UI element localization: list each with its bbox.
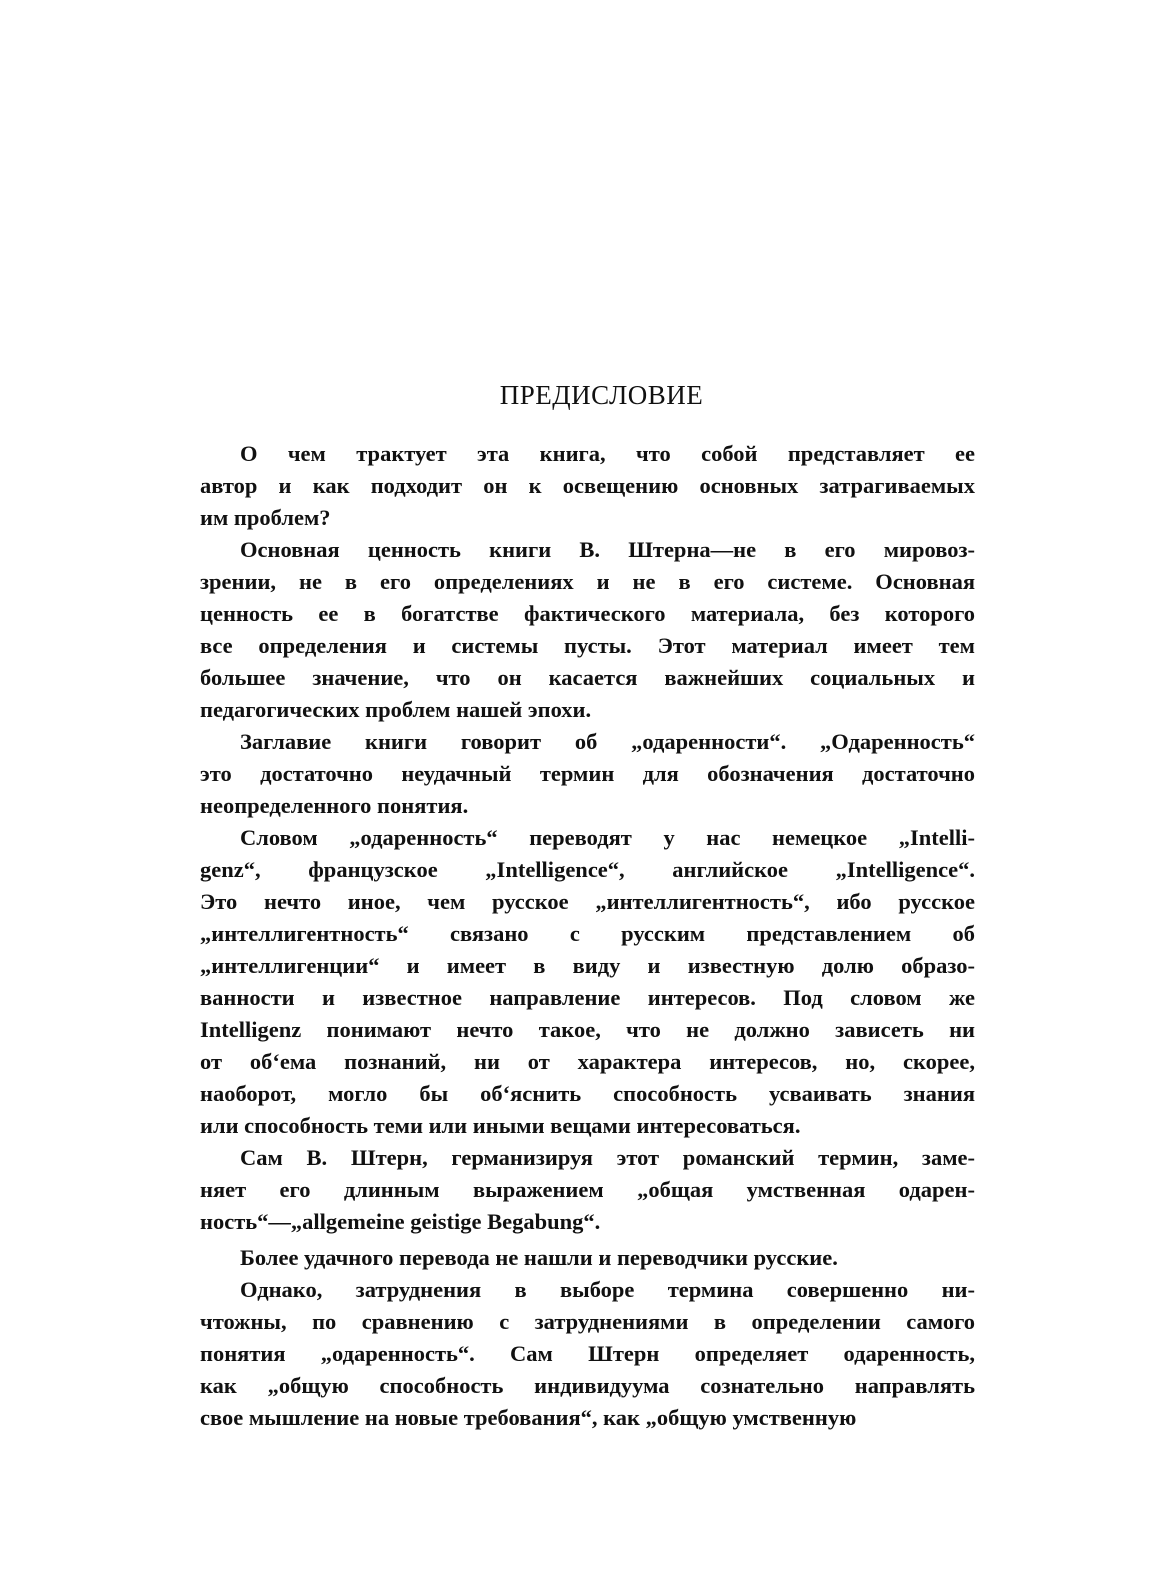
paragraph bbox=[200, 1142, 975, 1238]
text-line: как „общую способность индивидуума сознательно направлять bbox=[200, 1373, 975, 1398]
text-line: от об‘ема познаний, ни от характера интересов, но, скорее, bbox=[200, 1049, 975, 1074]
text-line: ность“—„allgemeine geistige Begabung“. bbox=[200, 1209, 601, 1234]
text-line: Intelligenz понимают нечто такое, что не должно зависеть ни bbox=[200, 1017, 975, 1042]
text-line: „интеллигенции“ и имеет в виду и известную долю образо- bbox=[200, 953, 975, 978]
text-line: зрении, не в его определениях и не в его системе. Основная bbox=[200, 569, 975, 594]
text-line: большее значение, что он касается важнейших социальных и bbox=[200, 665, 975, 690]
text-line: Словом „одаренность“ переводят у нас немецкое „Intelli- bbox=[240, 825, 975, 850]
text-line: педагогических проблем нашей эпохи. bbox=[200, 697, 592, 722]
text-line: Заглавие книги говорит об „одаренности“. „Одаренность“ bbox=[240, 729, 975, 754]
text-line: чтожны, по сравнению с затруднениями в определении самого bbox=[200, 1309, 975, 1334]
paragraph bbox=[200, 822, 975, 1142]
text-line: genz“, французское „Intelligence“, английское „Intelligence“. bbox=[200, 857, 975, 882]
paragraph bbox=[200, 534, 975, 726]
text-line: автор и как подходит он к освещению основных затрагиваемых bbox=[200, 473, 975, 498]
body-text bbox=[200, 438, 975, 1434]
text-line: неопределенного понятия. bbox=[200, 793, 469, 818]
text-line: Основная ценность книги В. Штерна—не в его мировоз- bbox=[240, 537, 975, 562]
text-line: понятия „одаренность“. Сам Штерн определяет одаренность, bbox=[200, 1341, 975, 1366]
text-line: Более удачного перевода не нашли и переводчики русские. bbox=[240, 1245, 838, 1270]
paragraph bbox=[200, 726, 975, 822]
text-line: „интеллигентность“ связано с русским представлением об bbox=[200, 921, 975, 946]
text-line: ванности и известное направление интересов. Под словом же bbox=[200, 985, 975, 1010]
text-line: Сам В. Штерн, германизируя этот романский термин, заме- bbox=[240, 1145, 975, 1170]
paragraph bbox=[200, 438, 975, 534]
text-line: или способность теми или иными вещами интересоваться. bbox=[200, 1113, 801, 1138]
text-line: няет его длинным выражением „общая умственная одарен- bbox=[200, 1177, 975, 1202]
page-title: ПРЕДИСЛОВИЕ bbox=[499, 380, 704, 410]
text-line: это достаточно неудачный термин для обозначения достаточно bbox=[200, 761, 975, 786]
text-line: Однако, затруднения в выборе термина совершенно ни- bbox=[240, 1277, 975, 1302]
text-line: наоборот, могло бы об‘яснить способность усваивать знания bbox=[200, 1081, 975, 1106]
text-line: ценность ее в богатстве фактического материала, без которого bbox=[200, 601, 975, 626]
text-line: свое мышление на новые требования“, как „общую умственную bbox=[200, 1405, 857, 1430]
paragraph bbox=[200, 1242, 975, 1274]
text-line: О чем трактует эта книга, что собой представляет ее bbox=[240, 441, 975, 466]
text-line: все определения и системы пусты. Этот материал имеет тем bbox=[200, 633, 975, 658]
text-line: им проблем? bbox=[200, 505, 331, 530]
text-line: Это нечто иное, чем русское „интеллигентность“, ибо русское bbox=[200, 889, 975, 914]
paragraph bbox=[200, 1274, 975, 1434]
